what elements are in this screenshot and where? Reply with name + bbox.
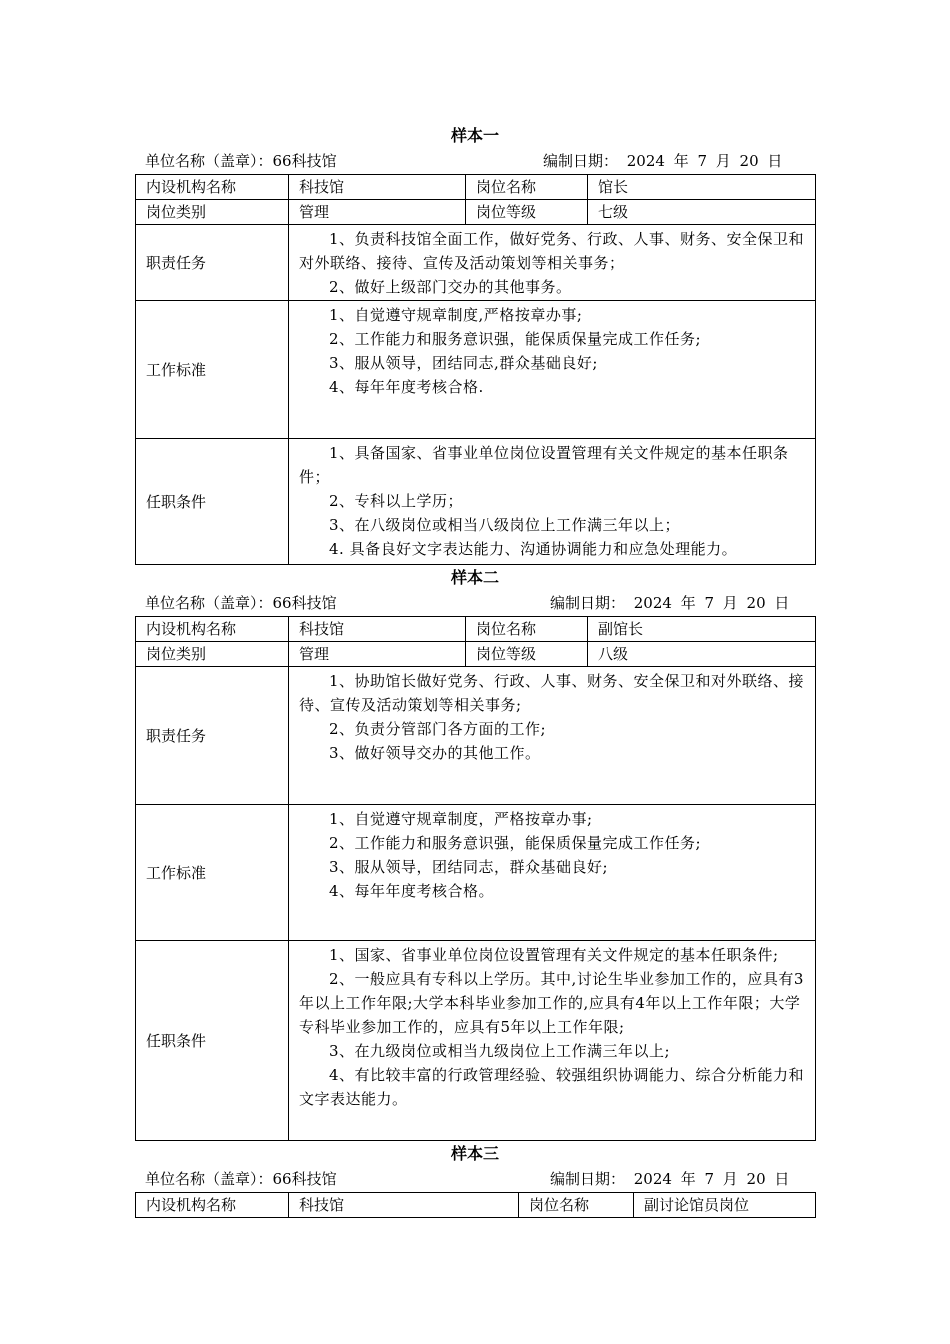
grade-value: 七级 <box>588 200 816 225</box>
sample-title: 样本一 <box>450 126 499 145</box>
table-row <box>136 667 816 805</box>
qualification-label: 任职条件 <box>136 439 289 565</box>
duty-label: 职责任务 <box>136 225 289 301</box>
standard-line: 1、自觉遵守规章制度，严格按章办事; <box>329 810 593 828</box>
duty-line: 1、负责科技馆全面工作，做好党务、行政、人事、财务、安全保卫和对外联络、接待、宣传及活动策划等相关事务； <box>299 230 805 272</box>
duty-content <box>289 225 816 301</box>
standard-line: 4、每年年度考核合格. <box>329 378 484 396</box>
category-value: 管理 <box>289 642 466 667</box>
table-row <box>136 301 816 439</box>
org-value: 科技馆 <box>289 175 466 200</box>
post-name-label: 岗位名称 <box>466 617 588 642</box>
unit-name: 单位名称（盖章）：66科技馆 <box>145 594 337 612</box>
duty-line: 3、做好领导交办的其他工作。 <box>329 744 541 762</box>
qualification-line: 2、一般应具有专科以上学历。其中,讨论生毕业参加工作的，应具有3年以上工作年限;大学本科毕业参加工作的,应具有4年以上工作年限；大学专科毕业参加工作的，应具有5年以上工作年限; <box>299 970 804 1036</box>
table-row <box>136 175 816 200</box>
org-value: 科技馆 <box>289 617 466 642</box>
standard-line: 4、每年年度考核合格。 <box>329 882 495 900</box>
org-value: 科技馆 <box>289 1193 519 1218</box>
qualification-content <box>289 439 816 565</box>
unit-name: 单位名称（盖章）：66科技馆 <box>145 152 337 170</box>
post-name-value: 副讨论馆员岗位 <box>634 1193 816 1218</box>
standard-line: 2、工作能力和服务意识强，能保质保量完成工作任务; <box>329 330 702 348</box>
qualification-line: 3、在九级岗位或相当九级岗位上工作满三年以上; <box>329 1042 671 1060</box>
duty-line: 2、负责分管部门各方面的工作; <box>329 720 547 738</box>
table-row <box>136 805 816 941</box>
qualification-line: 1、具备国家、省事业单位岗位设置管理有关文件规定的基本任职条件； <box>299 444 789 486</box>
qualification-line: 4、有比较丰富的行政管理经验、较强组织协调能力、综合分析能力和文字表达能力。 <box>299 1066 805 1108</box>
table-row <box>136 1193 816 1218</box>
standard-content <box>289 805 816 941</box>
qualification-line: 3、在八级岗位或相当八级岗位上工作满三年以上； <box>329 516 681 534</box>
qualification-content <box>289 941 816 1141</box>
table-row <box>136 642 816 667</box>
qualification-line: 2、专科以上学历； <box>329 492 464 510</box>
duty-content <box>289 667 816 805</box>
grade-label: 岗位等级 <box>466 642 588 667</box>
table-row <box>136 439 816 565</box>
qualification-line: 1、国家、省事业单位岗位设置管理有关文件规定的基本任职条件; <box>329 946 779 964</box>
table-row <box>136 941 816 1141</box>
standard-line: 3、服从领导，团结同志，群众基础良好; <box>329 858 609 876</box>
category-value: 管理 <box>289 200 466 225</box>
category-label: 岗位类别 <box>136 200 289 225</box>
sample-title: 样本二 <box>450 568 499 587</box>
qualification-label: 任职条件 <box>136 941 289 1141</box>
job-table <box>135 616 816 1141</box>
job-table <box>135 174 816 565</box>
post-name-label: 岗位名称 <box>466 175 588 200</box>
duty-label: 职责任务 <box>136 667 289 805</box>
grade-value: 八级 <box>588 642 816 667</box>
category-label: 岗位类别 <box>136 642 289 667</box>
table-row <box>136 200 816 225</box>
org-label: 内设机构名称 <box>136 1193 289 1218</box>
post-name-value: 副馆长 <box>588 617 816 642</box>
compile-date: 编制日期： 2024 年 7 月 20 日 <box>543 152 783 170</box>
standard-label: 工作标准 <box>136 805 289 941</box>
standard-content <box>289 301 816 439</box>
table-row <box>136 225 816 301</box>
job-table <box>135 1192 816 1218</box>
standard-label: 工作标准 <box>136 301 289 439</box>
org-label: 内设机构名称 <box>136 617 289 642</box>
table-row <box>136 617 816 642</box>
compile-date: 编制日期： 2024 年 7 月 20 日 <box>550 594 790 612</box>
org-label: 内设机构名称 <box>136 175 289 200</box>
grade-label: 岗位等级 <box>466 200 588 225</box>
post-name-value: 馆长 <box>588 175 816 200</box>
standard-line: 1、自觉遵守规章制度,严格按章办事; <box>329 306 583 324</box>
duty-line: 1、协助馆长做好党务、行政、人事、财务、安全保卫和对外联络、接待、宣传及活动策划等相关事务; <box>299 672 805 714</box>
qualification-line: 4. 具备良好文字表达能力、沟通协调能力和应急处理能力。 <box>329 540 738 558</box>
post-name-label: 岗位名称 <box>519 1193 634 1218</box>
sample-title: 样本三 <box>450 1144 499 1163</box>
standard-line: 2、工作能力和服务意识强，能保质保量完成工作任务; <box>329 834 702 852</box>
standard-line: 3、服从领导，团结同志,群众基础良好; <box>329 354 598 372</box>
duty-line: 2、做好上级部门交办的其他事务。 <box>329 278 572 296</box>
compile-date: 编制日期： 2024 年 7 月 20 日 <box>550 1170 790 1188</box>
unit-name: 单位名称（盖章）：66科技馆 <box>145 1170 337 1188</box>
